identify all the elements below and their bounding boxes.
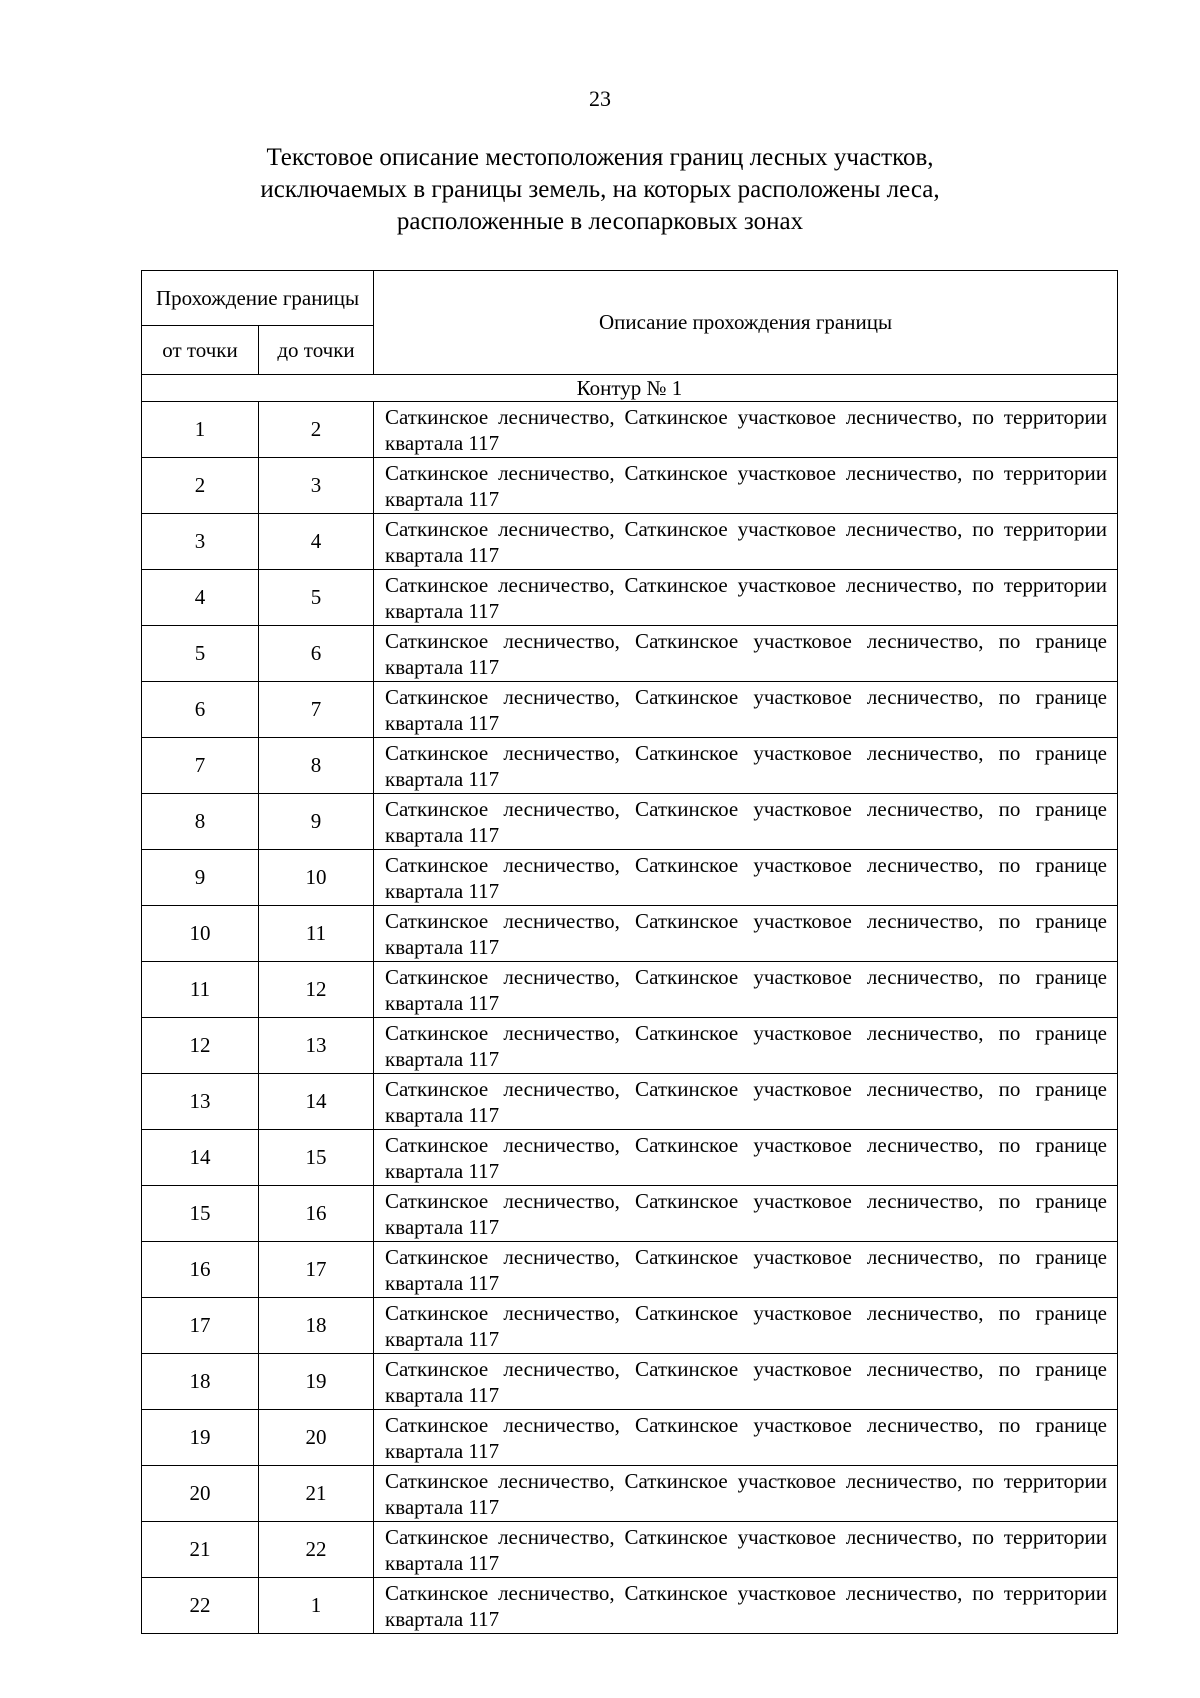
table-row — [142, 1466, 1118, 1522]
description-cell: Саткинское лесничество, Саткинское участковое лесничество, по границе квартала 117 — [374, 738, 1118, 794]
table-row — [142, 1410, 1118, 1466]
table-row — [142, 794, 1118, 850]
header-to-point: до точки — [259, 326, 374, 375]
from-point-cell: 13 — [142, 1074, 259, 1130]
table-row — [142, 1578, 1118, 1634]
title-line: расположенные в лесопарковых зонах — [396, 208, 804, 235]
table-row — [142, 962, 1118, 1018]
to-point-cell: 11 — [259, 906, 374, 962]
from-point-cell: 9 — [142, 850, 259, 906]
from-point-cell: 5 — [142, 626, 259, 682]
to-point-cell: 12 — [259, 962, 374, 1018]
table-row — [142, 458, 1118, 514]
table-row — [142, 1354, 1118, 1410]
header-description: Описание прохождения границы — [374, 271, 1118, 375]
page-number: 23 — [589, 86, 611, 111]
from-point-cell: 20 — [142, 1466, 259, 1522]
description-cell: Саткинское лесничество, Саткинское участковое лесничество, по границе квартала 117 — [374, 1074, 1118, 1130]
description-cell: Саткинское лесничество, Саткинское участковое лесничество, по границе квартала 117 — [374, 794, 1118, 850]
from-point-cell: 12 — [142, 1018, 259, 1074]
table-row — [142, 1242, 1118, 1298]
description-cell: Саткинское лесничество, Саткинское участковое лесничество, по границе квартала 117 — [374, 1298, 1118, 1354]
from-point-cell: 6 — [142, 682, 259, 738]
table-row — [142, 738, 1118, 794]
table-row — [142, 1130, 1118, 1186]
to-point-cell: 3 — [259, 458, 374, 514]
description-cell: Саткинское лесничество, Саткинское участковое лесничество, по территории квартала 117 — [374, 402, 1118, 458]
to-point-cell: 10 — [259, 850, 374, 906]
description-cell: Саткинское лесничество, Саткинское участковое лесничество, по границе квартала 117 — [374, 682, 1118, 738]
table-row — [142, 1018, 1118, 1074]
table-row — [142, 1186, 1118, 1242]
to-point-cell: 16 — [259, 1186, 374, 1242]
document-title — [180, 142, 1020, 238]
table-row — [142, 682, 1118, 738]
to-point-cell: 21 — [259, 1466, 374, 1522]
from-point-cell: 19 — [142, 1410, 259, 1466]
from-point-cell: 15 — [142, 1186, 259, 1242]
description-cell: Саткинское лесничество, Саткинское участковое лесничество, по территории квартала 117 — [374, 570, 1118, 626]
to-point-cell: 8 — [259, 738, 374, 794]
table-row — [142, 626, 1118, 682]
from-point-cell: 17 — [142, 1298, 259, 1354]
from-point-cell: 22 — [142, 1578, 259, 1634]
table-row — [142, 850, 1118, 906]
table-row — [142, 906, 1118, 962]
to-point-cell: 15 — [259, 1130, 374, 1186]
description-cell: Саткинское лесничество, Саткинское участковое лесничество, по границе квартала 117 — [374, 1410, 1118, 1466]
title-line: исключаемых в границы земель, на которых расположены леса, — [260, 176, 940, 203]
to-point-cell: 19 — [259, 1354, 374, 1410]
to-point-cell: 7 — [259, 682, 374, 738]
description-cell: Саткинское лесничество, Саткинское участковое лесничество, по территории квартала 117 — [374, 514, 1118, 570]
description-cell: Саткинское лесничество, Саткинское участковое лесничество, по границе квартала 117 — [374, 1130, 1118, 1186]
contour-label: Контур № 1 — [142, 375, 1118, 402]
header-boundary-passage: Прохождение границы — [142, 271, 374, 326]
from-point-cell: 1 — [142, 402, 259, 458]
boundary-table — [141, 270, 1118, 1634]
to-point-cell: 18 — [259, 1298, 374, 1354]
from-point-cell: 3 — [142, 514, 259, 570]
header-from-point: от точки — [142, 326, 259, 375]
description-cell: Саткинское лесничество, Саткинское участковое лесничество, по территории квартала 117 — [374, 1522, 1118, 1578]
to-point-cell: 20 — [259, 1410, 374, 1466]
description-cell: Саткинское лесничество, Саткинское участковое лесничество, по границе квартала 117 — [374, 1018, 1118, 1074]
to-point-cell: 2 — [259, 402, 374, 458]
table-row — [142, 1298, 1118, 1354]
to-point-cell: 22 — [259, 1522, 374, 1578]
to-point-cell: 1 — [259, 1578, 374, 1634]
from-point-cell: 7 — [142, 738, 259, 794]
to-point-cell: 6 — [259, 626, 374, 682]
description-cell: Саткинское лесничество, Саткинское участковое лесничество, по территории квартала 117 — [374, 1466, 1118, 1522]
from-point-cell: 10 — [142, 906, 259, 962]
from-point-cell: 16 — [142, 1242, 259, 1298]
to-point-cell: 13 — [259, 1018, 374, 1074]
description-cell: Саткинское лесничество, Саткинское участковое лесничество, по границе квартала 117 — [374, 1354, 1118, 1410]
table-row — [142, 1074, 1118, 1130]
table-row — [142, 514, 1118, 570]
from-point-cell: 8 — [142, 794, 259, 850]
table-row — [142, 570, 1118, 626]
to-point-cell: 9 — [259, 794, 374, 850]
description-cell: Саткинское лесничество, Саткинское участковое лесничество, по границе квартала 117 — [374, 850, 1118, 906]
description-cell: Саткинское лесничество, Саткинское участковое лесничество, по территории квартала 117 — [374, 1578, 1118, 1634]
description-cell: Саткинское лесничество, Саткинское участковое лесничество, по границе квартала 117 — [374, 1186, 1118, 1242]
from-point-cell: 18 — [142, 1354, 259, 1410]
from-point-cell: 14 — [142, 1130, 259, 1186]
to-point-cell: 4 — [259, 514, 374, 570]
title-line: Текстовое описание местоположения границ лесных участков, — [266, 144, 934, 171]
from-point-cell: 11 — [142, 962, 259, 1018]
from-point-cell: 4 — [142, 570, 259, 626]
table-body — [142, 375, 1118, 1634]
from-point-cell: 21 — [142, 1522, 259, 1578]
to-point-cell: 17 — [259, 1242, 374, 1298]
to-point-cell: 14 — [259, 1074, 374, 1130]
description-cell: Саткинское лесничество, Саткинское участковое лесничество, по границе квартала 117 — [374, 626, 1118, 682]
description-cell: Саткинское лесничество, Саткинское участковое лесничество, по границе квартала 117 — [374, 962, 1118, 1018]
table-row — [142, 402, 1118, 458]
to-point-cell: 5 — [259, 570, 374, 626]
description-cell: Саткинское лесничество, Саткинское участковое лесничество, по границе квартала 117 — [374, 906, 1118, 962]
description-cell: Саткинское лесничество, Саткинское участковое лесничество, по территории квартала 117 — [374, 458, 1118, 514]
from-point-cell: 2 — [142, 458, 259, 514]
description-cell: Саткинское лесничество, Саткинское участковое лесничество, по границе квартала 117 — [374, 1242, 1118, 1298]
table-row — [142, 1522, 1118, 1578]
